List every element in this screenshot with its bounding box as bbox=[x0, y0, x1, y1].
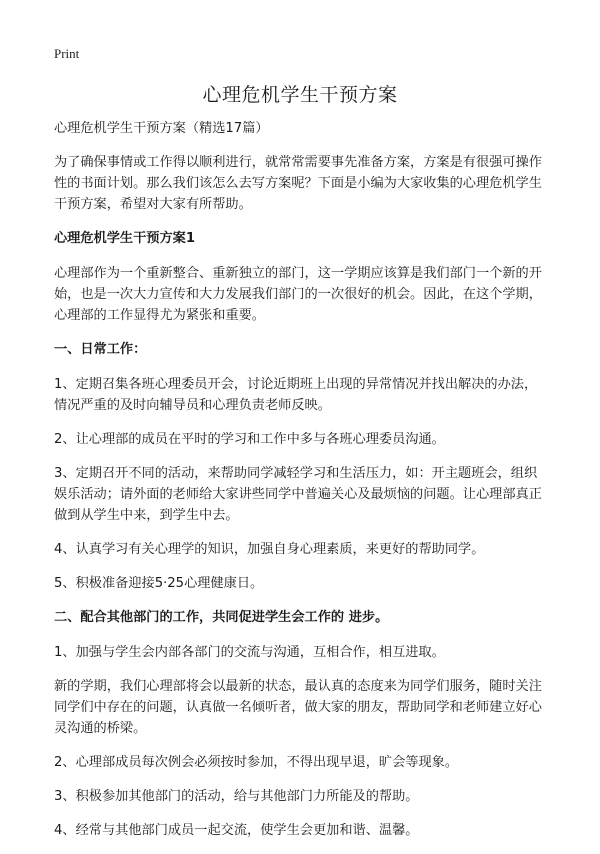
list-item: 1、加强与学生会内部各部门的交流与沟通，互相合作，相互进取。 bbox=[54, 645, 445, 660]
section-heading: 心理危机学生干预方案1 bbox=[54, 231, 196, 246]
list-item: 3、定期召开不同的活动，来帮助同学减轻学习和生活压力，如：开主题班会，组织娱乐活动；请外面的老师给大家讲些同学中普遍关心及最烦恼的问题。让心理部真正做到从学生中来，到学生中去。 bbox=[54, 466, 542, 523]
print-link[interactable]: Print bbox=[54, 46, 80, 61]
daily-work-heading: 一、日常工作： bbox=[54, 342, 147, 357]
intro-paragraph: 为了确保事情或工作得以顺利进行，就常常需要事先准备方案，方案是有很强可操作性的书面计划。那么我们该怎么去写方案呢？下面是小编为大家收集的心理危机学生干预方案，希望对大家有所帮助。 bbox=[54, 155, 542, 212]
list-item: 4、认真学习有关心理学的知识，加强自身心理素质，来更好的帮助同学。 bbox=[54, 542, 485, 557]
list-item: 3、积极参加其他部门的活动，给与其他部门力所能及的帮助。 bbox=[54, 789, 419, 804]
list-item: 5、积极准备迎接5·25心理健康日。 bbox=[54, 576, 264, 591]
list-item: 2、让心理部的成员在平时的学习和工作中多与各班心理委员沟通。 bbox=[54, 432, 445, 447]
cooperation-paragraph: 新的学期，我们心理部将会以最新的状态，最认真的态度来为同学们服务，随时关注同学们中存在的问题，认真做一名倾听者，做大家的朋友，帮助同学和老师建立好心灵沟通的桥梁。 bbox=[54, 679, 542, 736]
list-item: 1、定期召集各班心理委员开会，讨论近期班上出现的异常情况并找出解决的办法，情况严重的及时向辅导员和心理负责老师反映。 bbox=[54, 377, 538, 413]
section-intro-paragraph: 心理部作为一个重新整合、重新独立的部门，这一学期应该算是我们部门一个新的开始，也是一次大力宣传和大力发展我们部门的一次很好的机会。因此，在这个学期，心理部的工作显得尤为紧张和重要。 bbox=[54, 266, 542, 323]
page-title: 心理危机学生干预方案 bbox=[202, 84, 398, 106]
list-item: 4、经常与其他部门成员一起交流，使学生会更加和谐、温馨。 bbox=[54, 823, 419, 838]
list-item: 2、心理部成员每次例会必须按时参加，不得出现早退，旷会等现象。 bbox=[54, 755, 459, 770]
document-subtitle: 心理危机学生干预方案（精选17篇） bbox=[54, 121, 269, 136]
document-body bbox=[54, 118, 548, 854]
cooperation-heading: 二、配合其他部门的工作，共同促进学生会工作的 进步。 bbox=[54, 610, 389, 625]
